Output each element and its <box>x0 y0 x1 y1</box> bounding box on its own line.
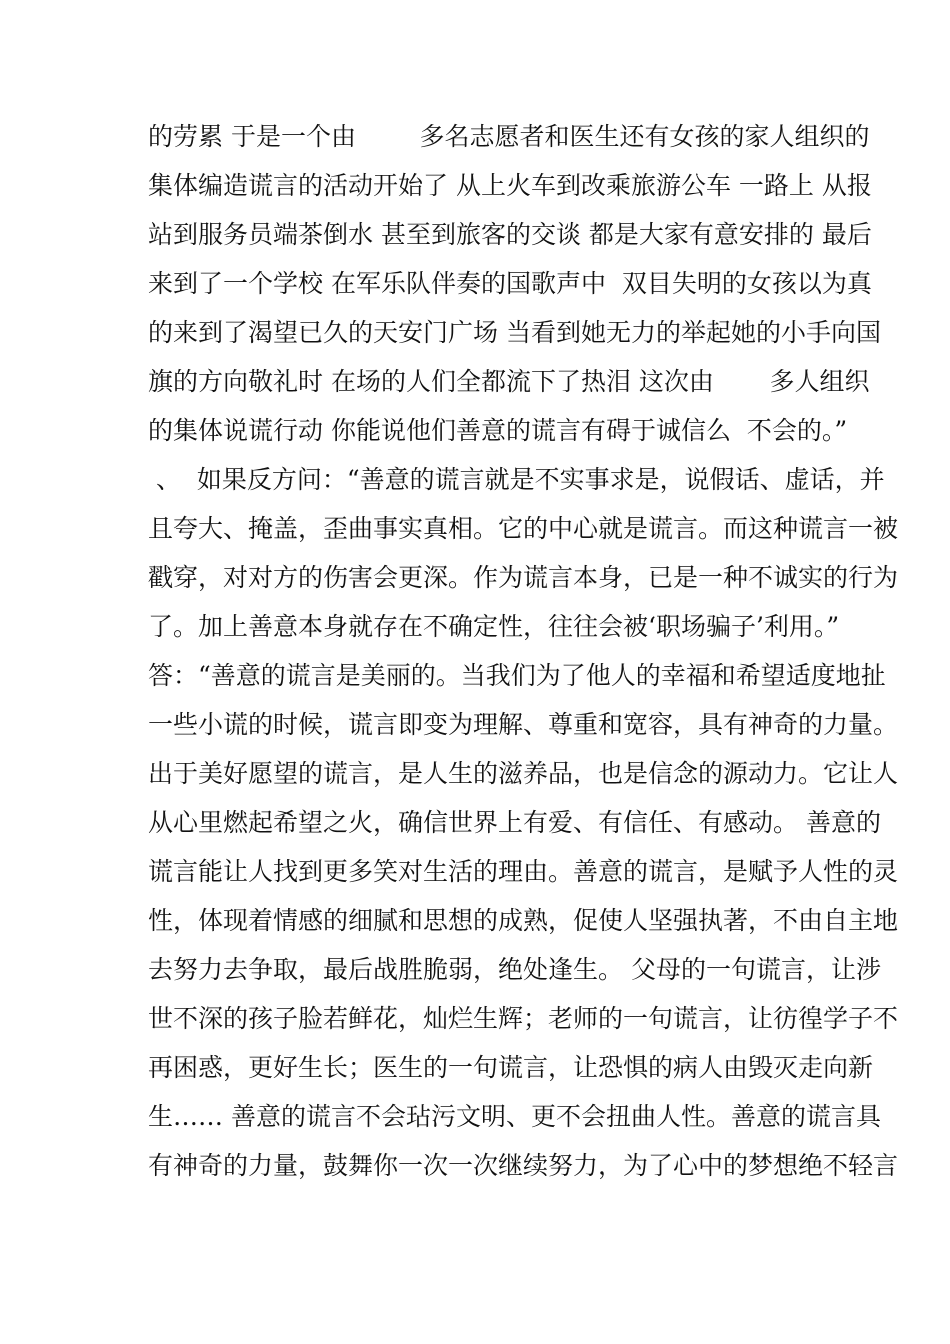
text-line: 出于美好愿望的谎言，是人生的滋养品，也是信念的源动力。它让人 <box>148 759 899 788</box>
text-line: 生…… 善意的谎言不会玷污文明、更不会扭曲人性。善意的谎言具 <box>148 1102 881 1131</box>
text-line: 旗的方向敬礼时 在场的人们全都流下了热泪 这次由 多人组织 <box>148 367 870 396</box>
text-line: 的集体说谎行动 你能说他们善意的谎言有碍于诚信么 不会的。” <box>148 416 848 445</box>
text-line: 戳穿，对对方的伤害会更深。作为谎言本身，已是一种不诚实的行为 <box>148 563 899 592</box>
text-line: 从心里燃起希望之火，确信世界上有爱、有信任、有感动。 善意的 <box>148 808 881 837</box>
text-line: 去努力去争取，最后战胜脆弱，绝处逢生。 父母的一句谎言，让涉 <box>148 955 881 984</box>
text-line: 来到了一个学校 在军乐队伴奏的国歌声中 双目失明的女孩以为真 <box>148 269 872 298</box>
text-line: 再困惑，更好生长；医生的一句谎言，让恐惧的病人由毁灭走向新 <box>148 1053 874 1082</box>
text-line: 的来到了渴望已久的天安门广场 当看到她无力的举起她的小手向国 <box>148 318 881 347</box>
text-line: 站到服务员端茶倒水 甚至到旅客的交谈 都是大家有意安排的 最后 <box>148 220 872 249</box>
text-line: 世不深的孩子脸若鲜花，灿烂生辉；老师的一句谎言，让彷徨学子不 <box>148 1004 899 1033</box>
text-line: 集体编造谎言的活动开始了 从上火车到改乘旅游公车 一路上 从报 <box>148 171 872 200</box>
text-line: 答：“善意的谎言是美丽的。当我们为了他人的幸福和希望适度地扯 <box>148 661 886 690</box>
body-text <box>148 112 899 1190</box>
text-line: 谎言能让人找到更多笑对生活的理由。善意的谎言，是赋予人性的灵 <box>148 857 899 886</box>
text-line: 性，体现着情感的细腻和思想的成熟，促使人坚强执著，不由自主地 <box>148 906 899 935</box>
text-line: 、 如果反方问：“善意的谎言就是不实事求是，说假话、虚话，并 <box>148 465 885 494</box>
text-line: 且夸大、掩盖，歪曲事实真相。它的中心就是谎言。而这种谎言一被 <box>148 514 899 543</box>
text-line: 一些小谎的时候，谎言即变为理解、尊重和宽容，具有神奇的力量。 <box>148 710 899 739</box>
text-line: 有神奇的力量，鼓舞你一次一次继续努力，为了心中的梦想绝不轻言 <box>148 1151 899 1180</box>
text-line: 了。加上善意本身就存在不确定性，往往会被‘职场骗子’利用。” <box>148 612 840 641</box>
text-line: 的劳累 于是一个由 多名志愿者和医生还有女孩的家人组织的 <box>148 122 870 151</box>
